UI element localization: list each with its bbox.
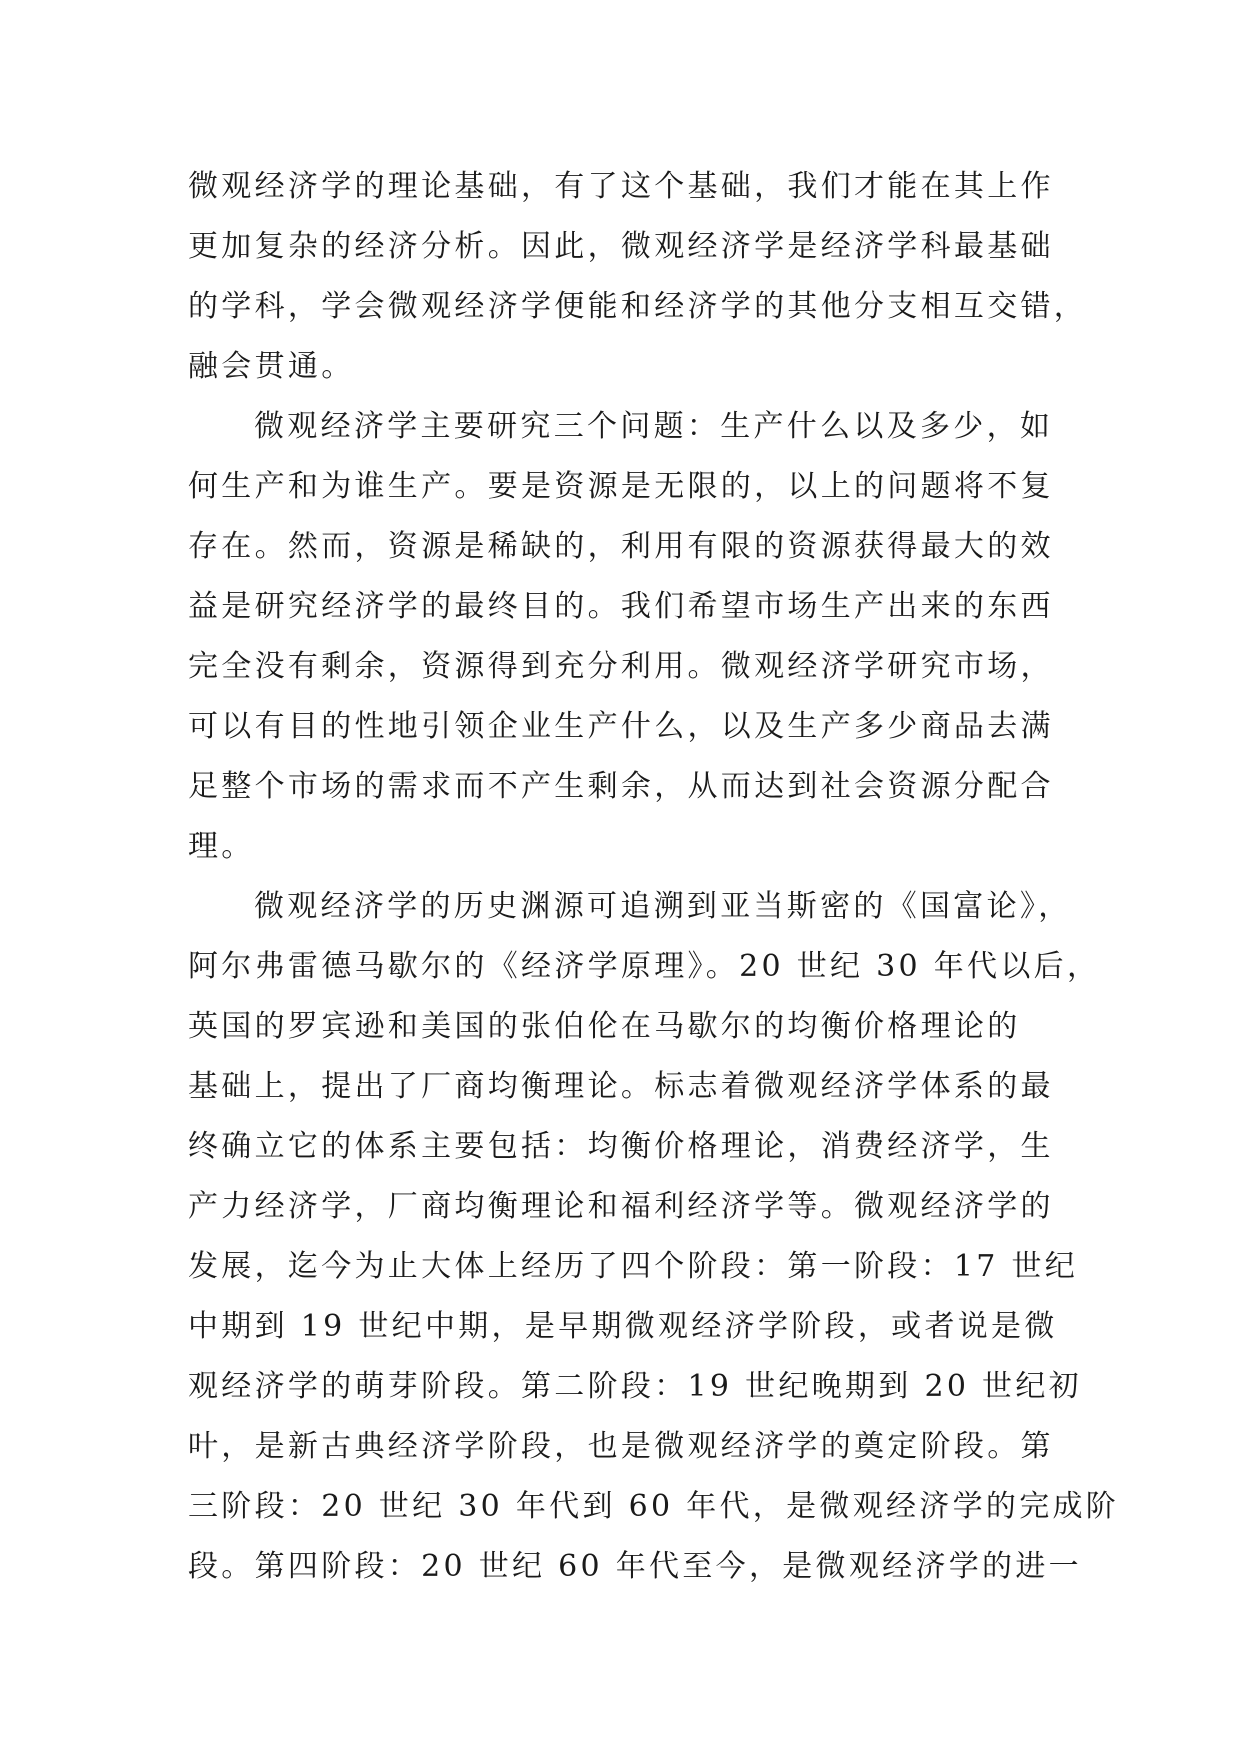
paragraph-first-line: 微观经济学的历史渊源可追溯到亚当斯密的《国富论》， xyxy=(254,889,1072,924)
text-line: 基础上，提出了厂商均衡理论。标志着微观经济学体系的最 xyxy=(188,1069,1054,1104)
body-text xyxy=(188,157,1120,1597)
text-line: 足整个市场的需求而不产生剩余，从而达到社会资源分配合 xyxy=(188,769,1054,804)
text-line: 完全没有剩余，资源得到充分利用。微观经济学研究市场， xyxy=(188,649,1054,684)
text-line: 阿尔弗雷德马歇尔的《经济学原理》。20 世纪 30 年代以后， xyxy=(188,949,1101,984)
text-line: 理。 xyxy=(188,829,255,864)
text-line: 更加复杂的经济分析。因此，微观经济学是经济学科最基础 xyxy=(188,229,1054,264)
text-line: 益是研究经济学的最终目的。我们希望市场生产出来的东西 xyxy=(188,589,1054,624)
text-line: 何生产和为谁生产。要是资源是无限的，以上的问题将不复 xyxy=(188,469,1054,504)
text-line: 存在。然而，资源是稀缺的，利用有限的资源获得最大的效 xyxy=(188,529,1054,564)
text-line: 中期到 19 世纪中期，是早期微观经济学阶段，或者说是微 xyxy=(188,1309,1058,1344)
text-line: 可以有目的性地引领企业生产什么，以及生产多少商品去满 xyxy=(188,709,1054,744)
text-line: 观经济学的萌芽阶段。第二阶段：19 世纪晚期到 20 世纪初 xyxy=(188,1369,1082,1404)
text-line: 融会贯通。 xyxy=(188,349,355,384)
text-line: 产力经济学，厂商均衡理论和福利经济学等。微观经济学的 xyxy=(188,1189,1054,1224)
text-line: 三阶段：20 世纪 30 年代到 60 年代，是微观经济学的完成阶 xyxy=(188,1489,1120,1524)
text-line: 的学科，学会微观经济学便能和经济学的其他分支相互交错， xyxy=(188,289,1088,324)
text-line: 终确立它的体系主要包括：均衡价格理论，消费经济学，生 xyxy=(188,1129,1054,1164)
text-line: 发展，迄今为止大体上经历了四个阶段：第一阶段：17 世纪 xyxy=(188,1249,1079,1284)
text-line: 英国的罗宾逊和美国的张伯伦在马歇尔的均衡价格理论的 xyxy=(188,1009,1021,1044)
paragraph-first-line: 微观经济学主要研究三个问题：生产什么以及多少，如 xyxy=(254,409,1054,444)
text-line: 微观经济学的理论基础，有了这个基础，我们才能在其上作 xyxy=(188,169,1054,204)
text-line: 叶，是新古典经济学阶段，也是微观经济学的奠定阶段。第 xyxy=(188,1429,1054,1464)
text-line: 段。第四阶段：20 世纪 60 年代至今，是微观经济学的进一 xyxy=(188,1549,1082,1584)
